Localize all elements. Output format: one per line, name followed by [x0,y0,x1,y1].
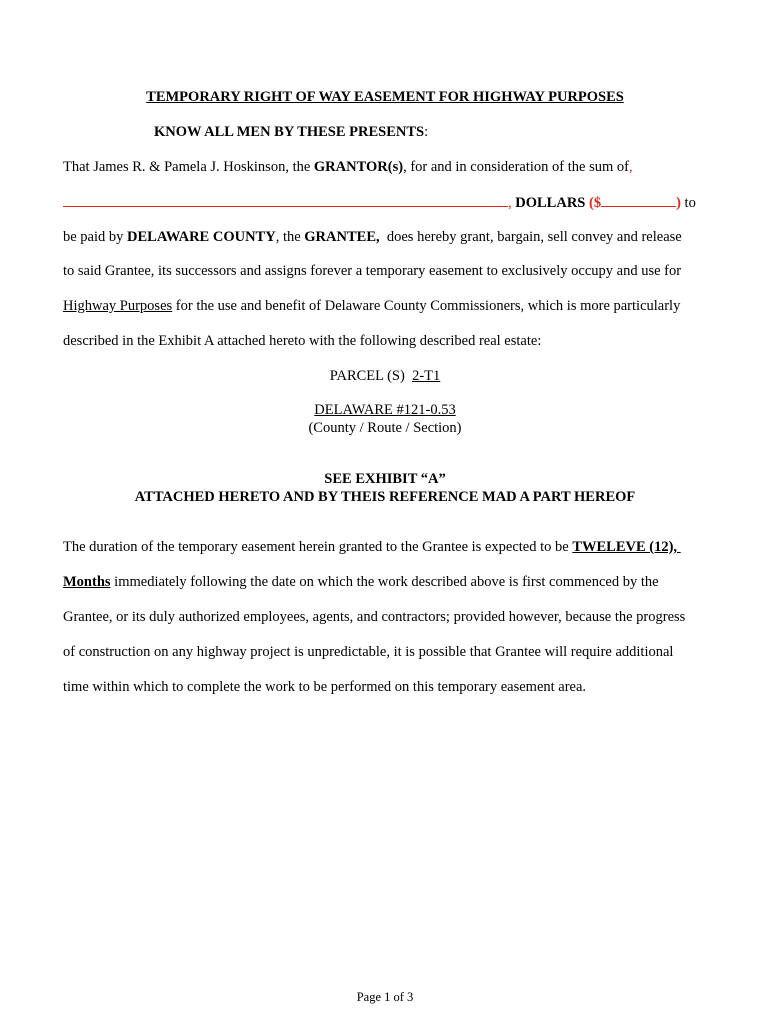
para2-line4: of construction on any highway project is unpredictable, it is possible that Grantee will require additional [63,644,674,660]
county-name: DELAWARE COUNTY [127,229,276,245]
para1-line1 [63,158,633,176]
para2-line2 [63,573,659,591]
para1-line6: described in the Exhibit A attached hereto with the following described real estate: [63,333,542,349]
grantee-label: GRANTEE, [304,229,380,245]
exhibit-line1: SEE EXHIBIT “A” [324,471,446,487]
para2-line1-text: The duration of the temporary easement herein granted to the Grantee is expected to be [63,539,573,555]
page-number: Page 1 of 3 [356,990,414,1004]
amount-comma: , [508,195,512,211]
para1-line2 [63,193,696,212]
para2-line5: time within which to complete the work to be performed on this temporary easement area. [63,679,587,695]
para1-line3-text-c: does hereby grant, bargain, sell convey and release [379,229,682,245]
preamble-colon: : [424,124,429,140]
para2-line1 [63,538,681,556]
parcel-value: 2-T1 [412,368,441,384]
sum-comma: , [628,159,633,175]
sum-words-blank[interactable] [63,193,508,207]
dollar-paren-close: ) [676,195,681,211]
document-title: TEMPORARY RIGHT OF WAY EASEMENT FOR HIGHWAY PURPOSES [146,89,624,105]
dollar-amount-blank[interactable] [601,193,676,207]
para1-line1-text-b: , for and in consideration of the sum of [403,159,629,175]
preamble-text: KNOW ALL MEN BY THESE PRESENTS [154,124,425,140]
grantor-label: GRANTOR(s) [313,159,404,175]
para1-line5 [63,297,680,315]
para1-line5-text: for the use and benefit of Delaware County Commissioners, which is more particularly [172,298,681,314]
para1-line2-to: to [680,195,696,211]
para1-line1-text-a: That James R. & Pamela J. Hoskinson, the [63,159,314,175]
para2-line2-text: immediately following the date on which the work described above is first commenced by the [110,574,659,590]
para1-line3-text-b: , the [275,229,305,245]
preamble [154,123,428,141]
para1-line3 [63,228,682,246]
duration-unit: Months [63,574,111,590]
location-caption: (County / Route / Section) [308,420,462,436]
para2-line3: Grantee, or its duly authorized employees, agents, and contractors; provided however, because the progress [63,609,686,625]
para1-line3-text-a: be paid by [63,229,128,245]
exhibit-line2: ATTACHED HERETO AND BY THEIS REFERENCE MAD A PART HEREOF [134,489,636,505]
parcel-line [0,367,770,385]
highway-purposes-term: Highway Purposes [63,298,173,314]
dollars-label: DOLLARS [515,195,586,211]
duration-value: TWELEVE (12), [572,539,681,555]
dollar-paren-open: ($ [588,195,602,211]
para1-line4: to said Grantee, its successors and assigns forever a temporary easement to exclusively occupy and use for [63,263,682,279]
location-code: DELAWARE #121-0.53 [314,402,456,418]
parcel-label: PARCEL (S) [329,368,405,384]
